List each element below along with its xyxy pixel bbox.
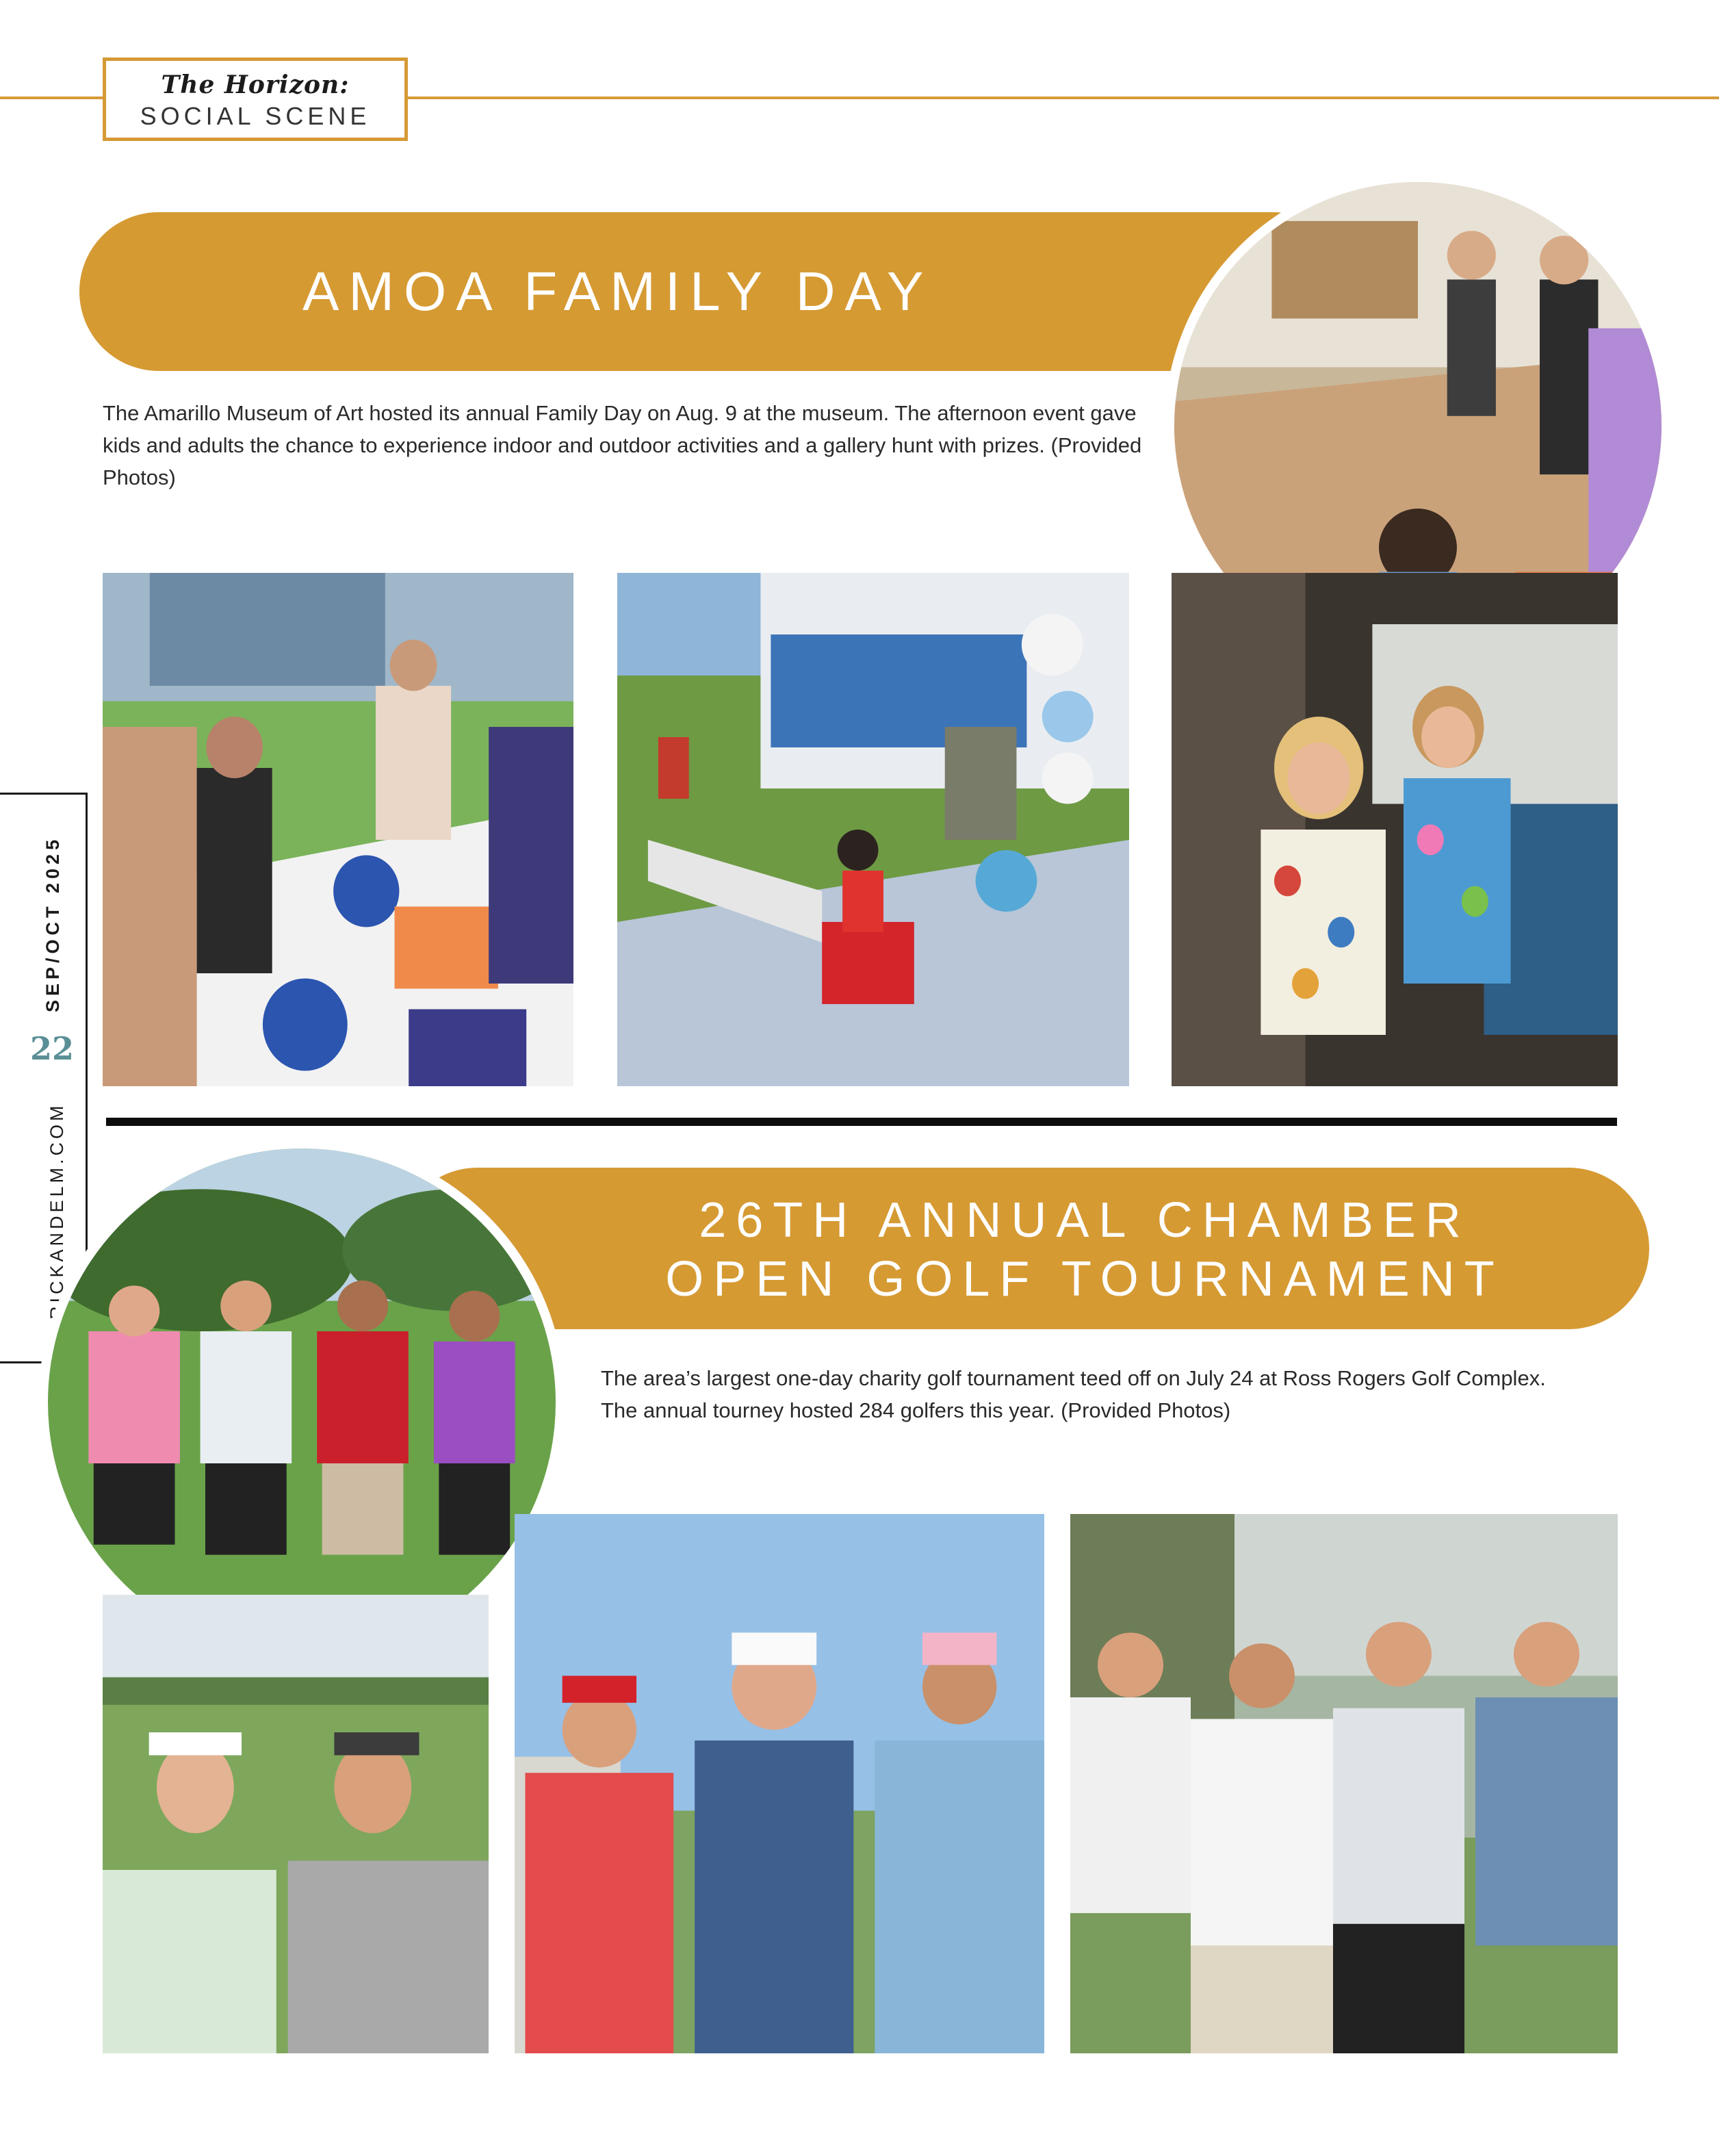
header-subtitle: SOCIAL SCENE: [140, 102, 371, 130]
issue-date: SEP/OCT 2025: [42, 835, 63, 1012]
amoa-photo-outdoor-play: [617, 573, 1129, 1086]
golf-banner: [397, 1168, 1649, 1329]
golf-photo-four-men: [1070, 1514, 1618, 2053]
golf-banner-line1: 26TH ANNUAL CHAMBER: [699, 1193, 1471, 1248]
section-header-box: [103, 57, 408, 141]
golf-photo-couple: [103, 1595, 489, 2053]
golf-circle-photo: [38, 1139, 565, 1666]
amoa-photo-craft-table: [103, 573, 573, 1086]
section-divider: [106, 1118, 1617, 1126]
golf-photo-three-men: [515, 1514, 1044, 2053]
header-title: The Horizon:: [161, 70, 350, 99]
golf-banner-title: [397, 1168, 1649, 1309]
golf-description: The area’s largest one-day charity golf tournament teed off on July 24 at Ross Rogers Golf Complex. The annual tourney hosted 284 golfers this year. (Provided Photos): [601, 1366, 1546, 1422]
amoa-banner: [79, 212, 1352, 371]
website: BRICKANDELM.COM: [47, 1102, 67, 1335]
page-number-text: 22: [30, 1030, 75, 1067]
golf-banner-line2: OPEN GOLF TOURNAMENT: [665, 1252, 1504, 1307]
amoa-banner-title: AMOA FAMILY DAY: [302, 261, 933, 322]
amoa-photo-two-girls: [1172, 573, 1618, 1086]
amoa-description: The Amarillo Museum of Art hosted its annual Family Day on Aug. 9 at the museum. The afternoon event gave kids and adults the chance to experience indoor and outdoor activities and a gallery hunt with prizes. (Provided Photos): [103, 401, 1142, 489]
